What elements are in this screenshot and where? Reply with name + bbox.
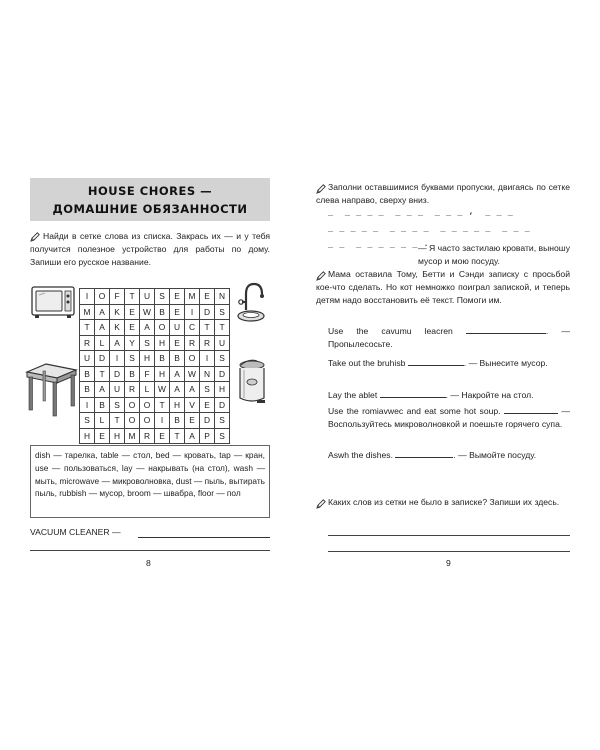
bin-icon — [235, 358, 269, 406]
grid-cell[interactable]: A — [95, 304, 110, 320]
grid-cell[interactable]: B — [80, 366, 95, 382]
sentence-5 — [328, 449, 570, 462]
grid-cell[interactable]: H — [215, 382, 230, 398]
grid-cell[interactable]: E — [95, 428, 110, 444]
word-list-box: dish — тарелка, table — стол, bed — кровать, tap — кран, use — пользоваться, lay — накрывать (на стол), wash — мыть, microwave — микроволновка, dust — пыль, вытирать пыль, rubbish — мусор, broom — швабра, floor — пол — [30, 445, 270, 518]
grid-cell[interactable]: N — [215, 289, 230, 305]
grid-cell[interactable]: E — [125, 320, 140, 336]
page-number-left: 8 — [146, 558, 151, 568]
grid-cell[interactable]: F — [110, 289, 125, 305]
task3-text: Мама оставила Тому, Бетти и Сэнди записку с просьбой кое-что сделать. Но кот немножко поиграл запиской, и теперь детям надо восстановить её текст. Помоги им. — [316, 269, 570, 305]
grid-cell[interactable]: A — [140, 320, 155, 336]
grid-cell[interactable]: B — [95, 397, 110, 413]
grid-cell[interactable]: B — [170, 413, 185, 429]
microwave-icon — [31, 285, 75, 319]
grid-cell[interactable]: R — [125, 382, 140, 398]
grid-cell[interactable]: T — [125, 289, 140, 305]
grid-cell[interactable]: S — [125, 351, 140, 367]
grid-row — [80, 335, 230, 351]
page-number-right: 9 — [446, 558, 451, 568]
grid-cell[interactable]: T — [80, 320, 95, 336]
grid-cell[interactable]: L — [140, 382, 155, 398]
grid-cell[interactable]: B — [155, 351, 170, 367]
grid-cell[interactable]: T — [170, 428, 185, 444]
grid-cell[interactable]: I — [200, 351, 215, 367]
grid-cell[interactable]: D — [95, 351, 110, 367]
grid-cell[interactable]: M — [80, 304, 95, 320]
grid-cell[interactable]: H — [155, 335, 170, 351]
grid-row — [80, 382, 230, 398]
sentence-5-start: Aswh the dishes. — [328, 450, 393, 460]
grid-cell[interactable]: S — [215, 413, 230, 429]
grid-cell[interactable]: O — [185, 351, 200, 367]
grid-cell[interactable]: I — [80, 289, 95, 305]
grid-cell[interactable]: A — [170, 382, 185, 398]
grid-cell[interactable]: I — [185, 304, 200, 320]
grid-cell[interactable]: D — [200, 304, 215, 320]
grid-cell[interactable]: U — [140, 289, 155, 305]
tap-icon — [236, 280, 266, 324]
grid-cell[interactable]: E — [155, 428, 170, 444]
bottom-rule — [30, 550, 270, 551]
grid-cell[interactable]: E — [125, 304, 140, 320]
sentence-3-blank[interactable] — [380, 389, 446, 398]
grid-cell[interactable]: O — [140, 413, 155, 429]
grid-cell[interactable]: O — [140, 397, 155, 413]
grid-cell[interactable]: U — [170, 320, 185, 336]
grid-cell[interactable]: S — [110, 397, 125, 413]
grid-cell[interactable]: T — [200, 320, 215, 336]
task2-text: Заполни оставшимися буквами пропуски, двигаясь по сетке слева направо, сверху вниз. — [316, 182, 570, 205]
grid-cell[interactable]: O — [125, 397, 140, 413]
dash-line-1[interactable]: _ _ _ _ _ _ _ _ _ _ _ , _ _ _ — [328, 207, 514, 217]
grid-cell[interactable]: Y — [125, 335, 140, 351]
grid-cell[interactable]: B — [170, 351, 185, 367]
task4-text: Каких слов из сетки не было в записке? Запиши их здесь. — [328, 497, 560, 507]
grid-cell[interactable]: I — [155, 413, 170, 429]
sentence-1-end: . — Пропылесосьте. — [328, 326, 571, 349]
letter-grid — [79, 288, 230, 444]
sentence-3-start: Lay the ablet — [328, 390, 378, 400]
grid-cell[interactable]: T — [95, 366, 110, 382]
title-line-1: HOUSE CHORES — — [87, 184, 213, 198]
grid-cell[interactable]: K — [110, 320, 125, 336]
grid-row — [80, 320, 230, 336]
grid-row — [80, 304, 230, 320]
grid-cell[interactable]: S — [140, 335, 155, 351]
sentence-2-start: Take out the bruhisb — [328, 358, 406, 368]
grid-cell[interactable]: U — [80, 351, 95, 367]
answer-label: VACUUM CLEANER — — [30, 527, 121, 537]
sentence-2 — [328, 357, 570, 370]
grid-cell[interactable]: A — [95, 320, 110, 336]
grid-cell[interactable]: B — [125, 366, 140, 382]
title-line-2: ДОМАШНИЕ ОБЯЗАННОСТИ — [52, 202, 248, 216]
grid-cell[interactable]: C — [185, 320, 200, 336]
grid-row — [80, 366, 230, 382]
grid-cell[interactable]: I — [110, 351, 125, 367]
grid-cell[interactable]: I — [80, 397, 95, 413]
sentence-1-blank[interactable] — [466, 325, 546, 334]
sentence-4-start: Use the romiavwec and eat some hot soup. — [328, 406, 501, 416]
grid-cell[interactable]: T — [110, 413, 125, 429]
grid-cell[interactable]: T — [215, 320, 230, 336]
sentence-3-end: . — Накройте на стол. — [445, 390, 534, 400]
sentence-2-blank[interactable] — [408, 357, 464, 366]
grid-cell[interactable]: D — [215, 366, 230, 382]
sentence-2-end: . — Вынесите мусор. — [463, 358, 548, 368]
grid-cell[interactable]: U — [110, 382, 125, 398]
grid-cell[interactable]: W — [155, 382, 170, 398]
sentence-5-end: . — Вымойте посуду. — [453, 450, 537, 460]
grid-cell[interactable]: A — [110, 335, 125, 351]
grid-row — [80, 289, 230, 305]
grid-row — [80, 397, 230, 413]
grid-cell[interactable]: O — [95, 289, 110, 305]
grid-cell[interactable]: D — [200, 413, 215, 429]
grid-cell[interactable]: R — [200, 335, 215, 351]
right-page — [300, 0, 600, 750]
grid-cell[interactable]: S — [215, 304, 230, 320]
grid-cell[interactable]: D — [110, 366, 125, 382]
grid-cell[interactable]: S — [215, 351, 230, 367]
grid-cell[interactable]: S — [80, 413, 95, 429]
grid-cell[interactable]: W — [185, 366, 200, 382]
grid-cell[interactable]: E — [200, 397, 215, 413]
grid-cell[interactable]: T — [155, 397, 170, 413]
grid-cell[interactable]: U — [215, 335, 230, 351]
grid-cell[interactable]: N — [200, 366, 215, 382]
grid-cell[interactable]: H — [80, 428, 95, 444]
sentence-1 — [328, 325, 570, 351]
grid-cell[interactable]: M — [125, 428, 140, 444]
grid-cell[interactable]: E — [170, 335, 185, 351]
grid-cell[interactable]: E — [200, 289, 215, 305]
task1-text: Найди в сетке слова из списка. Закрась их — и у тебя получится полезное устройство для работы по дому. Запиши его русское название. — [30, 231, 270, 267]
grid-cell[interactable]: K — [110, 304, 125, 320]
answer-line-2[interactable] — [328, 551, 570, 552]
grid-row — [80, 351, 230, 367]
grid-cell[interactable]: S — [155, 289, 170, 305]
grid-cell[interactable]: S — [215, 428, 230, 444]
grid-cell[interactable]: O — [125, 413, 140, 429]
grid-cell[interactable]: E — [170, 289, 185, 305]
sentence-5-blank[interactable] — [395, 449, 453, 458]
task2-after: — Я часто застилаю кровати, выношу мусор и мою посуду. — [418, 243, 570, 266]
sentence-3 — [328, 389, 570, 402]
grid-cell[interactable]: S — [200, 382, 215, 398]
grid-cell[interactable]: D — [215, 397, 230, 413]
grid-cell[interactable]: M — [185, 289, 200, 305]
grid-row — [80, 428, 230, 444]
grid-cell[interactable]: H — [170, 397, 185, 413]
grid-cell[interactable]: L — [95, 335, 110, 351]
grid-cell[interactable]: F — [140, 366, 155, 382]
grid-cell[interactable]: B — [155, 304, 170, 320]
grid-cell[interactable]: R — [185, 335, 200, 351]
sentence-1-start: Use the cavumu leacren — [328, 326, 453, 336]
grid-cell[interactable]: V — [185, 397, 200, 413]
table-icon — [24, 362, 78, 418]
answer-row — [30, 527, 270, 537]
grid-cell[interactable]: A — [185, 382, 200, 398]
grid-cell[interactable]: E — [185, 413, 200, 429]
grid-cell[interactable]: R — [80, 335, 95, 351]
dash-line-3[interactable]: _ _ _ _ _ _ _ _ . — [328, 239, 430, 249]
grid-cell[interactable]: H — [140, 351, 155, 367]
grid-cell[interactable]: P — [200, 428, 215, 444]
grid-cell[interactable]: H — [155, 366, 170, 382]
grid-cell[interactable]: R — [140, 428, 155, 444]
grid-cell[interactable]: A — [185, 428, 200, 444]
sentence-4-blank[interactable] — [504, 405, 558, 414]
grid-cell[interactable]: L — [95, 413, 110, 429]
answer-line-1[interactable] — [328, 535, 570, 536]
grid-cell[interactable]: A — [95, 382, 110, 398]
grid-row — [80, 413, 230, 429]
grid-cell[interactable]: O — [155, 320, 170, 336]
grid-cell[interactable]: W — [140, 304, 155, 320]
sentence-4-end: — Воспользуйтесь микроволновкой и поешьте горячего супа. — [328, 406, 571, 429]
dash-line-2[interactable]: _ _ _ _ _ _ _ _ _ _ _ _ _ _ _ _ _ — [328, 223, 531, 233]
title-box — [30, 178, 270, 221]
grid-cell[interactable]: E — [170, 304, 185, 320]
answer-line[interactable] — [138, 537, 270, 538]
sentence-4 — [328, 405, 570, 431]
grid-cell[interactable]: B — [80, 382, 95, 398]
grid-cell[interactable]: A — [170, 366, 185, 382]
grid-cell[interactable]: H — [110, 428, 125, 444]
